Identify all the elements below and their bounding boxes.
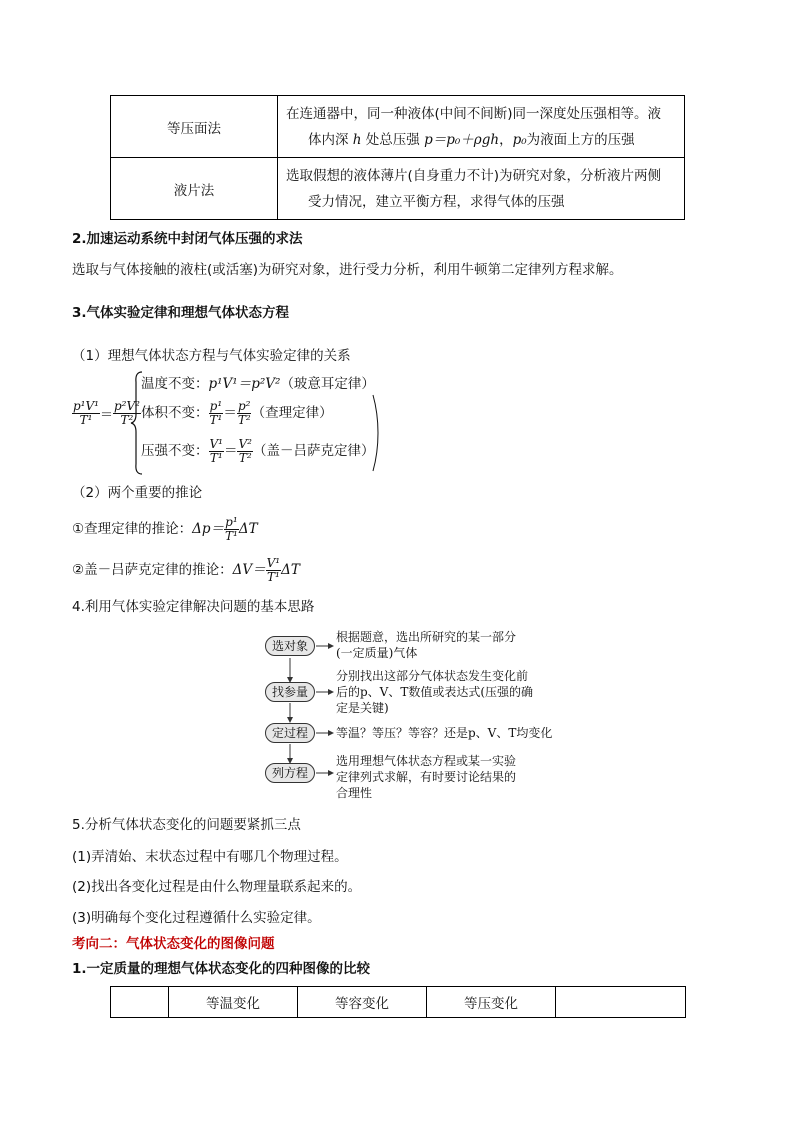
method-name: 液片法 bbox=[111, 158, 278, 220]
point-item: (3)明确每个变化过程遵循什么实验定律。 bbox=[72, 910, 321, 926]
method-description bbox=[278, 158, 685, 220]
description-line: 体内深 h 处总压强 p＝p₀＋ρgh，p₀为液面上方的压强 bbox=[308, 131, 635, 148]
table-header-cell: 等温变化 bbox=[169, 987, 298, 1018]
direction-heading: 考向二：气体状态变化的图像问题 bbox=[72, 936, 275, 952]
description-line: 在连通器中，同一种液体(中间不间断)同一深度处压强相等。液 bbox=[286, 105, 662, 122]
section-heading: 5.分析气体状态变化的问题要紧抓三点 bbox=[72, 817, 301, 833]
section-body: 选取与气体接触的液柱(或活塞)为研究对象，进行受力分析，利用牛顿第二定律列方程求解。 bbox=[72, 262, 623, 278]
graph-comparison-table bbox=[110, 986, 686, 1018]
subsection-label: （1）理想气体状态方程与气体实验定律的关系 bbox=[72, 348, 351, 364]
case-isobaric: 压强不变： $\frac{\text{V¹}}{\text{T¹}}$ ＝ $\frac{\text{V²}}{\text{T²}}$ （盖－吕萨克定律） bbox=[141, 436, 375, 465]
description-line: 选取假想的液体薄片(自身重力不计)为研究对象，分析液片两侧 bbox=[286, 167, 662, 184]
flow-node-select-object: 选对象 bbox=[265, 636, 315, 656]
inference-gay-lussac: ②盖－吕萨克定律的推论：ΔV＝ $\frac{\text{V¹}}{\text{T¹}}$ ΔT bbox=[72, 555, 300, 584]
table-header-cell bbox=[556, 987, 686, 1018]
inference-charles: ①查理定律的推论：Δp＝ $\frac{\text{p¹}}{\text{T¹}}$ ΔT bbox=[72, 514, 258, 543]
table-row bbox=[111, 158, 685, 220]
flow-node-find-parameters: 找参量 bbox=[265, 682, 315, 702]
method-name: 等压面法 bbox=[111, 96, 278, 158]
flow-desc-determine-process: 等温？等压？等容？还是p、V、T均变化 bbox=[336, 726, 553, 740]
point-item: (1)弄清始、末状态过程中有哪几个物理过程。 bbox=[72, 849, 348, 865]
flow-desc-find-parameters: 分别找出这部分气体状态发生变化前 后的p、V、T数值或表达式(压强的确 定是关键) bbox=[336, 669, 534, 715]
table-row bbox=[111, 96, 685, 158]
section-heading: 2.加速运动系统中封闭气体压强的求法 bbox=[72, 231, 303, 247]
section-heading: 4.利用气体实验定律解决问题的基本思路 bbox=[72, 599, 315, 615]
table-header-cell bbox=[111, 987, 169, 1018]
case-isochoric: 体积不变： $\frac{\text{p¹}}{\text{T¹}}$ ＝ $\frac{\text{p²}}{\text{T²}}$ （查理定律） bbox=[141, 398, 333, 427]
pressure-method-table bbox=[110, 95, 685, 220]
table-header-cell: 等压变化 bbox=[427, 987, 556, 1018]
description-line: 受力情况，建立平衡方程，求得气体的压强 bbox=[308, 193, 565, 210]
flow-desc-select-object: 根据题意，选出所研究的某一部分 (一定质量)气体 bbox=[336, 630, 517, 660]
flow-node-write-equation: 列方程 bbox=[265, 763, 315, 783]
ideal-gas-equation: $\frac{\text{p¹V¹}}{\text{T¹}}$ ＝ $\frac{\text{p²V²}}{\text{T²}}$ bbox=[73, 399, 140, 427]
case-isothermal: 温度不变：p¹V¹＝p²V²（玻意耳定律） bbox=[141, 376, 375, 392]
subsection-label: （2）两个重要的推论 bbox=[72, 485, 203, 501]
section-heading: 3.气体实验定律和理想气体状态方程 bbox=[72, 305, 290, 321]
table-header-cell: 等容变化 bbox=[298, 987, 427, 1018]
section-heading: 1.一定质量的理想气体状态变化的四种图像的比较 bbox=[72, 961, 371, 977]
method-description bbox=[278, 96, 685, 158]
point-item: (2)找出各变化过程是由什么物理量联系起来的。 bbox=[72, 879, 362, 895]
flow-desc-write-equation: 选用理想气体状态方程或某一实验 定律列式求解，有时要讨论结果的 合理性 bbox=[336, 754, 517, 800]
flow-node-determine-process: 定过程 bbox=[265, 723, 315, 743]
table-header-row bbox=[111, 987, 686, 1018]
